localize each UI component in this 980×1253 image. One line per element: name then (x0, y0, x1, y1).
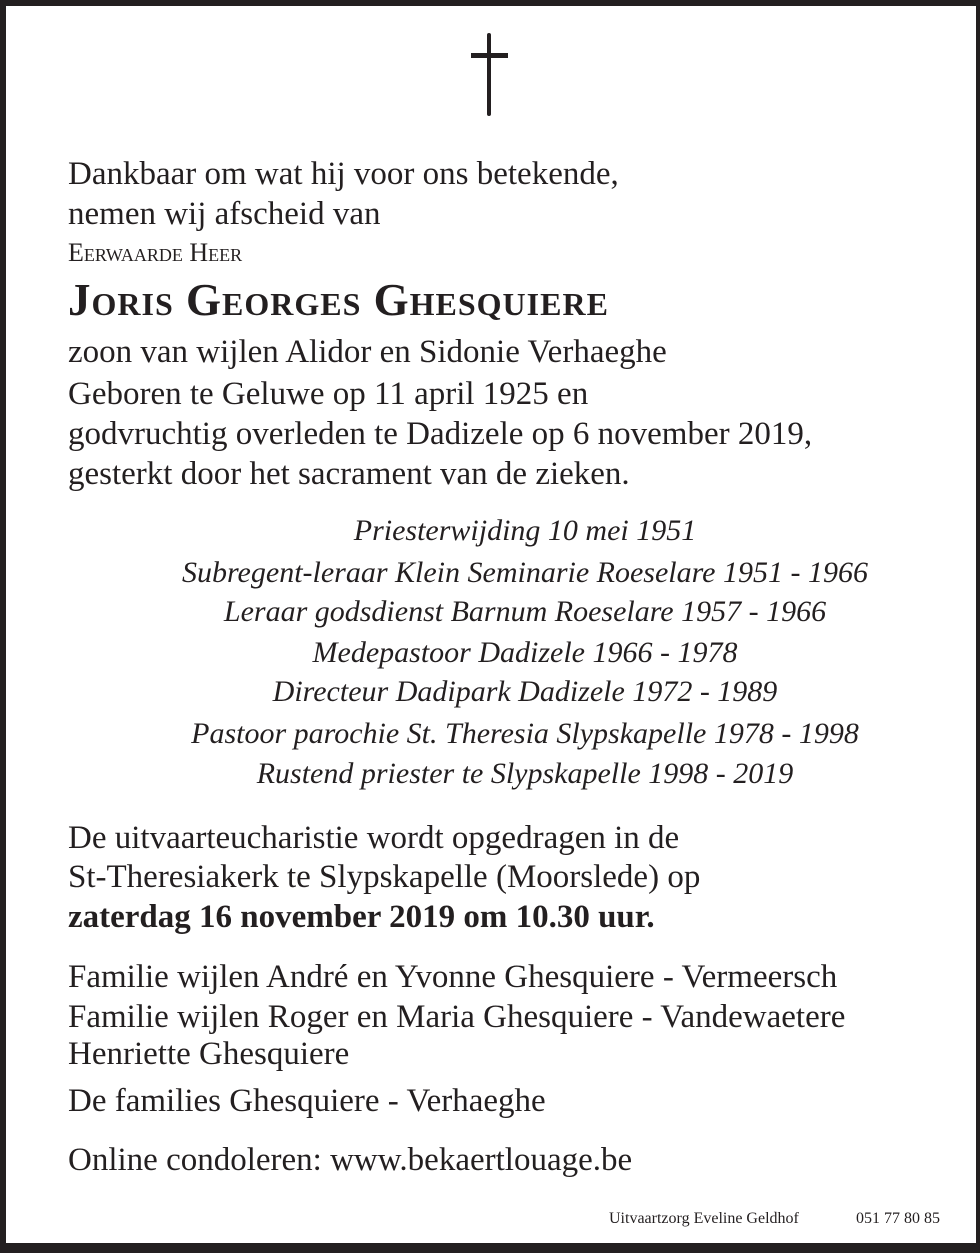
undertaker-phone: 051 77 80 85 (856, 1210, 940, 1227)
detail-line: zoon van wijlen Alidor en Sidonie Verhaeghe (68, 334, 667, 370)
intro-line: Dankbaar om wat hij voor ons betekende, (68, 156, 619, 192)
career-line: Leraar godsdienst Barnum Roeselare 1957 - 1966 (223, 595, 827, 628)
cross-vertical (487, 33, 491, 116)
families-line: De families Ghesquiere - Verhaeghe (68, 1083, 546, 1119)
funeral-date: zaterdag 16 november 2019 om 10.30 uur. (68, 899, 655, 935)
funeral-line: De uitvaarteucharistie wordt opgedragen in de (68, 820, 680, 856)
detail-line: Geboren te Geluwe op 11 april 1925 en (68, 376, 589, 412)
honorific-title: Eerwaarde Heer (68, 238, 243, 267)
family-line: Familie wijlen Roger en Maria Ghesquiere - Vandewaetere (68, 999, 846, 1035)
career-line: Subregent-leraar Klein Seminarie Roeselare 1951 - 1966 (182, 556, 868, 589)
career-line: Pastoor parochie St. Theresia Slypskapelle 1978 - 1998 (191, 717, 859, 750)
detail-line: godvruchtig overleden te Dadizele op 6 november 2019, (68, 416, 813, 452)
family-line: Henriette Ghesquiere (68, 1036, 350, 1072)
deceased-name: Joris Georges Ghesquiere (68, 275, 609, 325)
career-line: Directeur Dadipark Dadizele 1972 - 1989 (272, 675, 778, 708)
condolence-line: Online condoleren: www.bekaertlouage.be (68, 1142, 633, 1178)
undertaker-name: Uitvaartzorg Eveline Geldhof (609, 1210, 799, 1227)
career-line: Priesterwijding 10 mei 1951 (353, 514, 697, 547)
career-line: Rustend priester te Slypskapelle 1998 - 2019 (256, 757, 794, 790)
career-line: Medepastoor Dadizele 1966 - 1978 (312, 636, 738, 669)
family-line: Familie wijlen André en Yvonne Ghesquiere - Vermeersch (68, 959, 838, 995)
detail-line: gesterkt door het sacrament van de zieken. (68, 456, 630, 492)
cross-horizontal (471, 53, 508, 58)
intro-line: nemen wij afscheid van (68, 196, 381, 232)
funeral-line: St-Theresiakerk te Slypskapelle (Moorslede) op (68, 859, 701, 895)
